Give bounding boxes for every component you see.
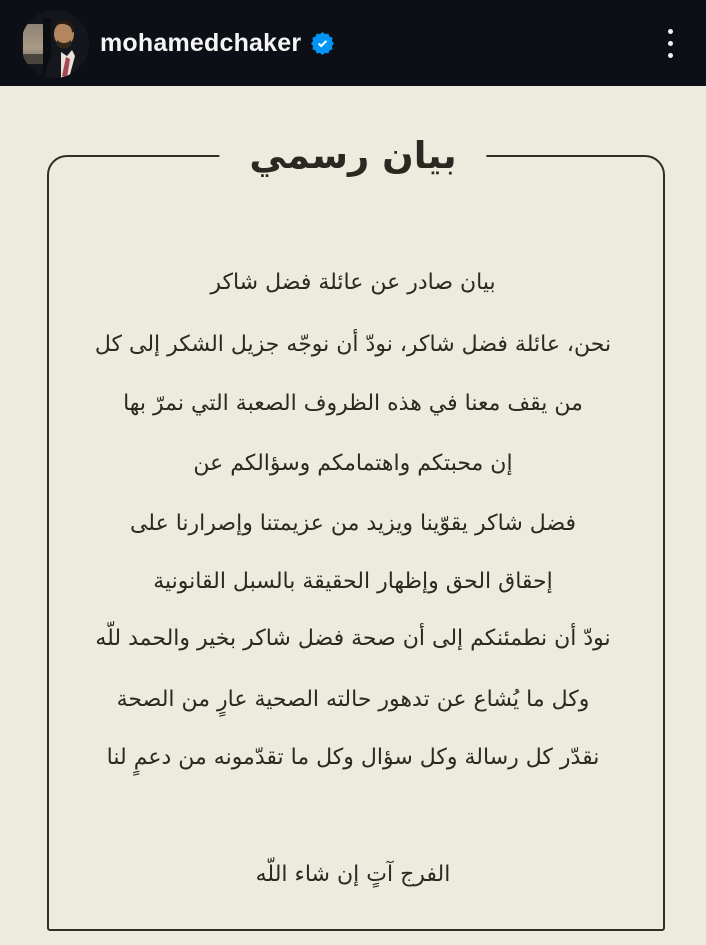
statement-line: من يقف معنا في هذه الظروف الصعبة التي نمرّ بها <box>123 391 583 416</box>
verified-badge-icon <box>311 32 334 55</box>
ellipsis-dot <box>668 41 673 46</box>
statement-closing-line: الفرج آتٍ إن شاء اللّه <box>255 862 451 887</box>
statement-image <box>0 86 706 945</box>
statement-line: نحن، عائلة فضل شاكر، نودّ أن نوجّه جزيل الشكر إلى كل <box>94 332 612 357</box>
statement-line: نقدّر كل رسالة وكل سؤال وكل ما تقدّمونه من دعمٍ لنا <box>106 745 600 770</box>
username-row <box>100 0 334 86</box>
username[interactable]: mohamedchaker <box>100 28 302 57</box>
statement-line: نودّ أن نطمئنكم إلى أن صحة فضل شاكر بخير والحمد للّه <box>95 626 611 651</box>
avatar[interactable] <box>21 10 89 78</box>
avatar-photo <box>21 10 89 78</box>
ellipsis-dot <box>668 53 673 58</box>
statement-line: بيان صادر عن عائلة فضل شاكر <box>210 270 496 295</box>
statement-title: بيان رسمي <box>219 130 486 182</box>
more-options-icon[interactable] <box>658 23 682 63</box>
statement-line: إحقاق الحق وإظهار الحقيقة بالسبل القانونية <box>153 569 553 594</box>
statement-line: فضل شاكر يقوّينا ويزيد من عزيمتنا وإصرارنا على <box>129 511 577 536</box>
ellipsis-dot <box>668 29 673 34</box>
statement-line: وكل ما يُشاع عن تدهور حالته الصحية عارٍ من الصحة <box>116 687 590 712</box>
statement-line: إن محبتكم واهتمامكم وسؤالكم عن <box>193 451 513 476</box>
post-header <box>0 0 706 86</box>
